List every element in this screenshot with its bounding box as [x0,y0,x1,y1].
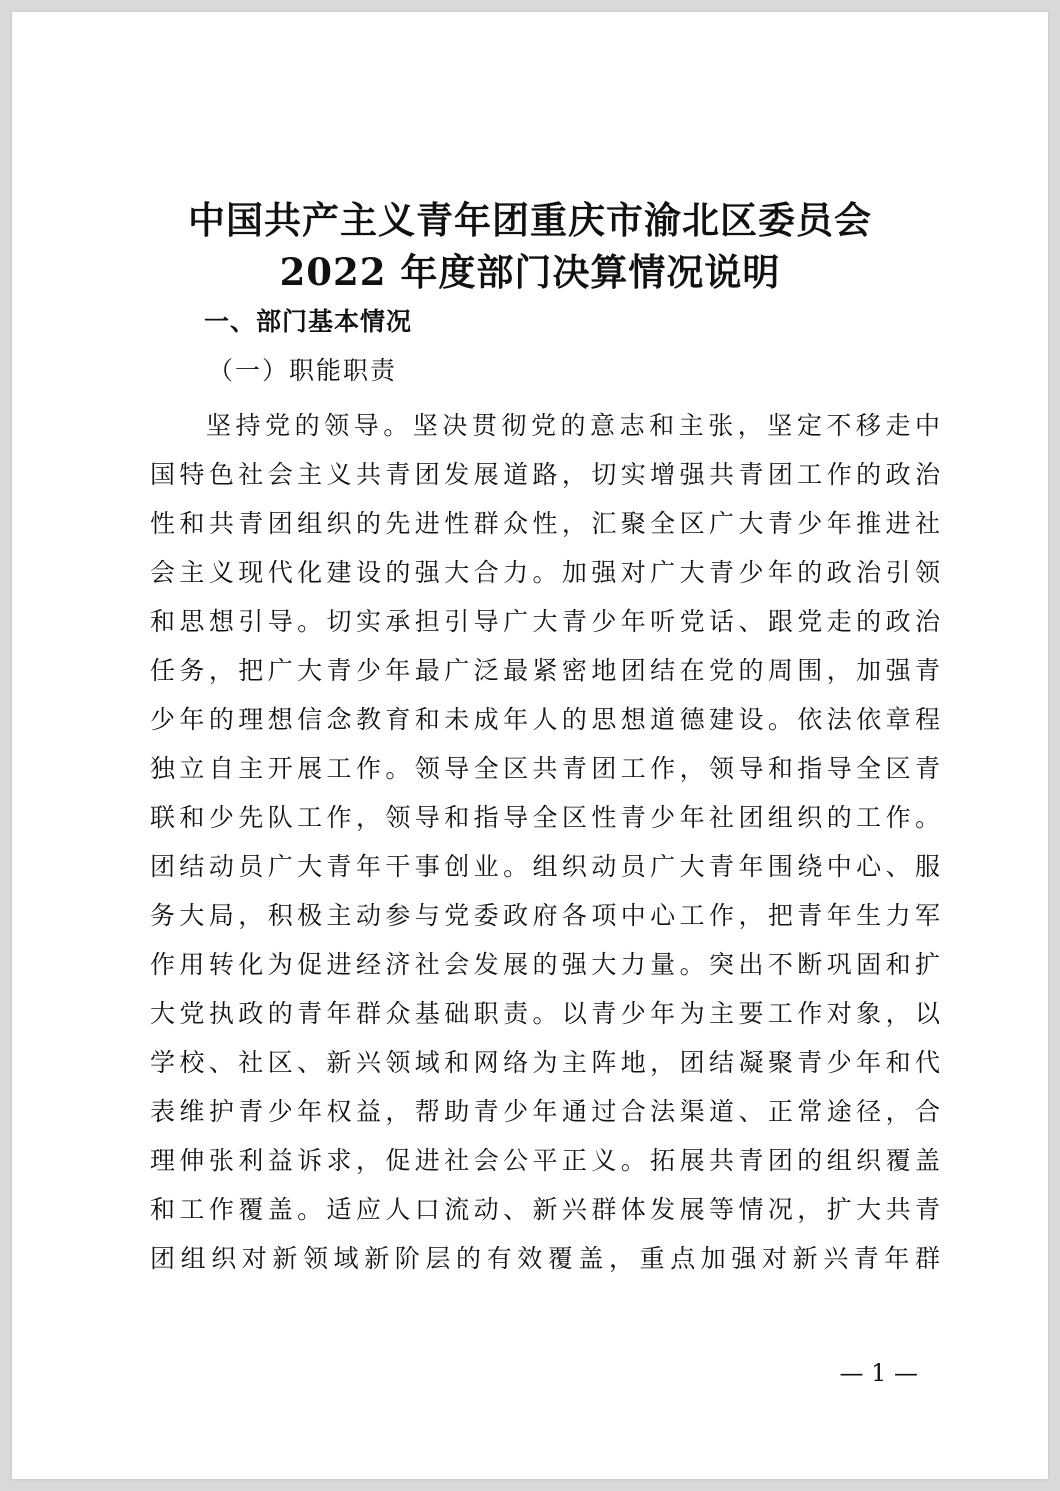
body-line: 任务，把广大青少年最广泛最紧密地团结在党的周围，加强青 [150,656,940,685]
body-line: 性和共青团组织的先进性群众性，汇聚全区广大青少年推进社 [150,509,940,538]
section-heading: 一、部门基本情况 [204,307,413,336]
body-line: 团结动员广大青年干事创业。组织动员广大青年围绕中心、服 [150,852,940,881]
body-line: 团组织对新领域新阶层的有效覆盖，重点加强对新兴青年群 [150,1244,940,1273]
body-line: 表维护青少年权益，帮助青少年通过合法渠道、正常途径，合 [150,1097,940,1126]
body-line: 独立自主开展工作。领导全区共青团工作，领导和指导全区青 [150,754,940,783]
body-line: 务大局，积极主动参与党委政府各项中心工作，把青年生力军 [150,901,940,930]
body-line: 坚持党的领导。坚决贯彻党的意志和主张，坚定不移走中 [206,411,940,440]
subsection-heading: （一）职能职责 [208,356,398,385]
body-line: 少年的理想信念教育和未成年人的思想道德建设。依法依章程 [150,705,940,734]
body-line: 学校、社区、新兴领域和网络为主阵地，团结凝聚青少年和代 [150,1048,940,1077]
body-paragraph [150,401,940,1283]
page-number: — 1 — [839,1359,918,1387]
body-line: 理伸张利益诉求，促进社会公平正义。拓展共青团的组织覆盖 [150,1146,940,1175]
body-line: 作用转化为促进经济社会发展的强大力量。突出不断巩固和扩 [150,950,940,979]
body-line: 和工作覆盖。适应人口流动、新兴群体发展等情况，扩大共青 [150,1195,940,1224]
body-line: 和思想引导。切实承担引导广大青少年听党话、跟党走的政治 [150,607,940,636]
body-line: 联和少先队工作，领导和指导全区性青少年社团组织的工作。 [150,803,940,832]
document-page [12,12,1048,1479]
body-line: 会主义现代化建设的强大合力。加强对广大青少年的政治引领 [150,558,940,587]
document-title-line1: 中国共产主义青年团重庆市渝北区委员会 [188,198,872,242]
document-title-line2: 2022 年度部门决算情况说明 [279,250,781,294]
body-line: 国特色社会主义共青团发展道路，切实增强共青团工作的政治 [150,460,940,489]
body-line: 大党执政的青年群众基础职责。以青少年为主要工作对象，以 [150,999,940,1028]
